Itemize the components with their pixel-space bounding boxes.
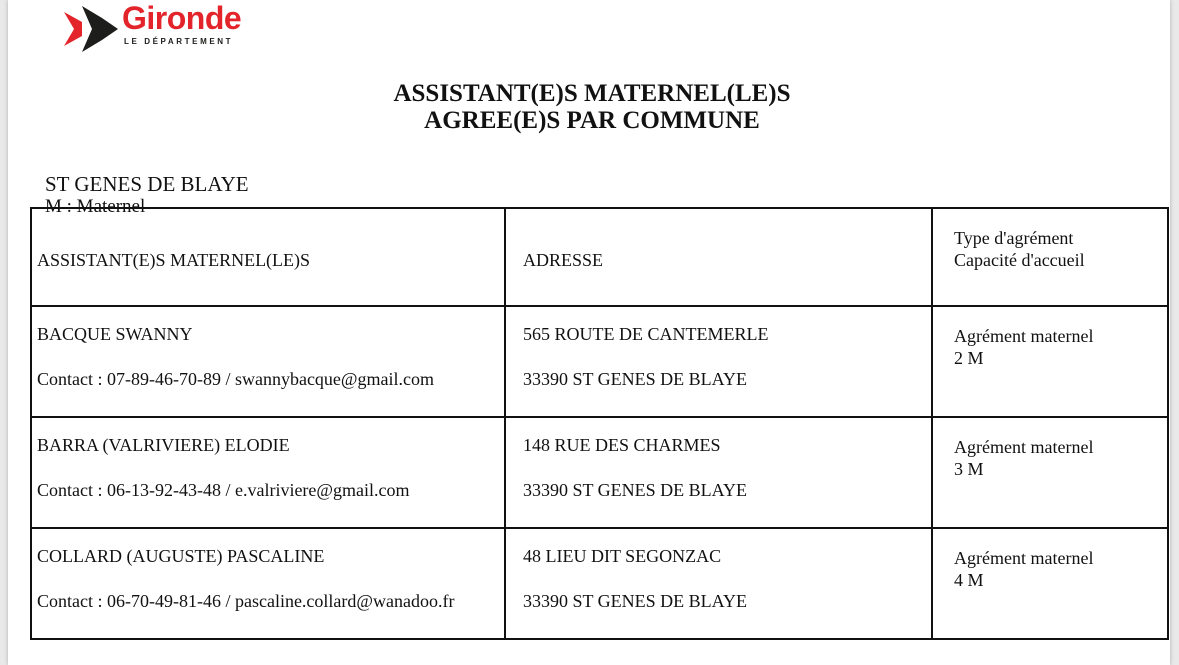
logo-subtitle: LE DÉPARTEMENT: [124, 37, 234, 46]
assistant-contact: Contact : 07-89-46-70-89 / swannybacque@gmail.com: [37, 369, 434, 389]
type-cell: [932, 306, 1168, 417]
assistant-cell: [31, 528, 505, 639]
title-line-2: AGREE(E)S PAR COMMUNE: [424, 107, 760, 134]
agrement-type: Agrément maternel: [954, 326, 1094, 346]
address-street: 48 LIEU DIT SEGONZAC: [523, 546, 722, 566]
header-cell-address: [505, 208, 932, 306]
agrement-capacity: 3 M: [954, 459, 984, 479]
header-assistant: ASSISTANT(E)S MATERNEL(LE)S: [37, 250, 311, 270]
assistant-contact: Contact : 06-13-92-43-48 / e.valriviere@gmail.com: [37, 480, 410, 500]
legend-text: M : Maternel: [45, 196, 146, 217]
table-row: [31, 417, 1168, 528]
header-type: Type d'agrément: [954, 228, 1074, 248]
assistant-cell: [31, 306, 505, 417]
address-city: 33390 ST GENES DE BLAYE: [523, 480, 748, 500]
assistant-name: COLLARD (AUGUSTE) PASCALINE: [37, 546, 325, 566]
table-row: [31, 528, 1168, 639]
agrement-capacity: 4 M: [954, 570, 984, 590]
address-cell: [505, 306, 932, 417]
type-cell: [932, 528, 1168, 639]
address-cell: [505, 528, 932, 639]
assistant-contact: Contact : 06-70-49-81-46 / pascaline.collard@wanadoo.fr: [37, 591, 455, 611]
assistant-cell: [31, 417, 505, 528]
document-title: [8, 80, 1176, 134]
logo-wordmark: Gironde: [122, 0, 242, 36]
commune-name: ST GENES DE BLAYE: [45, 172, 249, 196]
gironde-arrow-icon: [64, 2, 120, 56]
document-page: [8, 0, 1170, 665]
assistant-name: BACQUE SWANNY: [37, 324, 193, 344]
address-city: 33390 ST GENES DE BLAYE: [523, 591, 748, 611]
header-address: ADRESSE: [523, 250, 604, 270]
header-cell-type: [932, 208, 1168, 306]
header-cell-assistant: [31, 208, 505, 306]
title-line-1: ASSISTANT(E)S MATERNEL(LE)S: [393, 80, 791, 107]
assistant-name: BARRA (VALRIVIERE) ELODIE: [37, 435, 290, 455]
address-cell: [505, 417, 932, 528]
gironde-logo: [64, 2, 284, 56]
table-row: [31, 306, 1168, 417]
type-cell: [932, 417, 1168, 528]
agrement-type: Agrément maternel: [954, 437, 1094, 457]
table-header-row: [31, 208, 1168, 306]
assistants-table: [30, 207, 1169, 640]
address-city: 33390 ST GENES DE BLAYE: [523, 369, 748, 389]
address-street: 148 RUE DES CHARMES: [523, 435, 721, 455]
agrement-capacity: 2 M: [954, 348, 984, 368]
address-street: 565 ROUTE DE CANTEMERLE: [523, 324, 769, 344]
agrement-type: Agrément maternel: [954, 548, 1094, 568]
header-capacity: Capacité d'accueil: [954, 250, 1085, 270]
